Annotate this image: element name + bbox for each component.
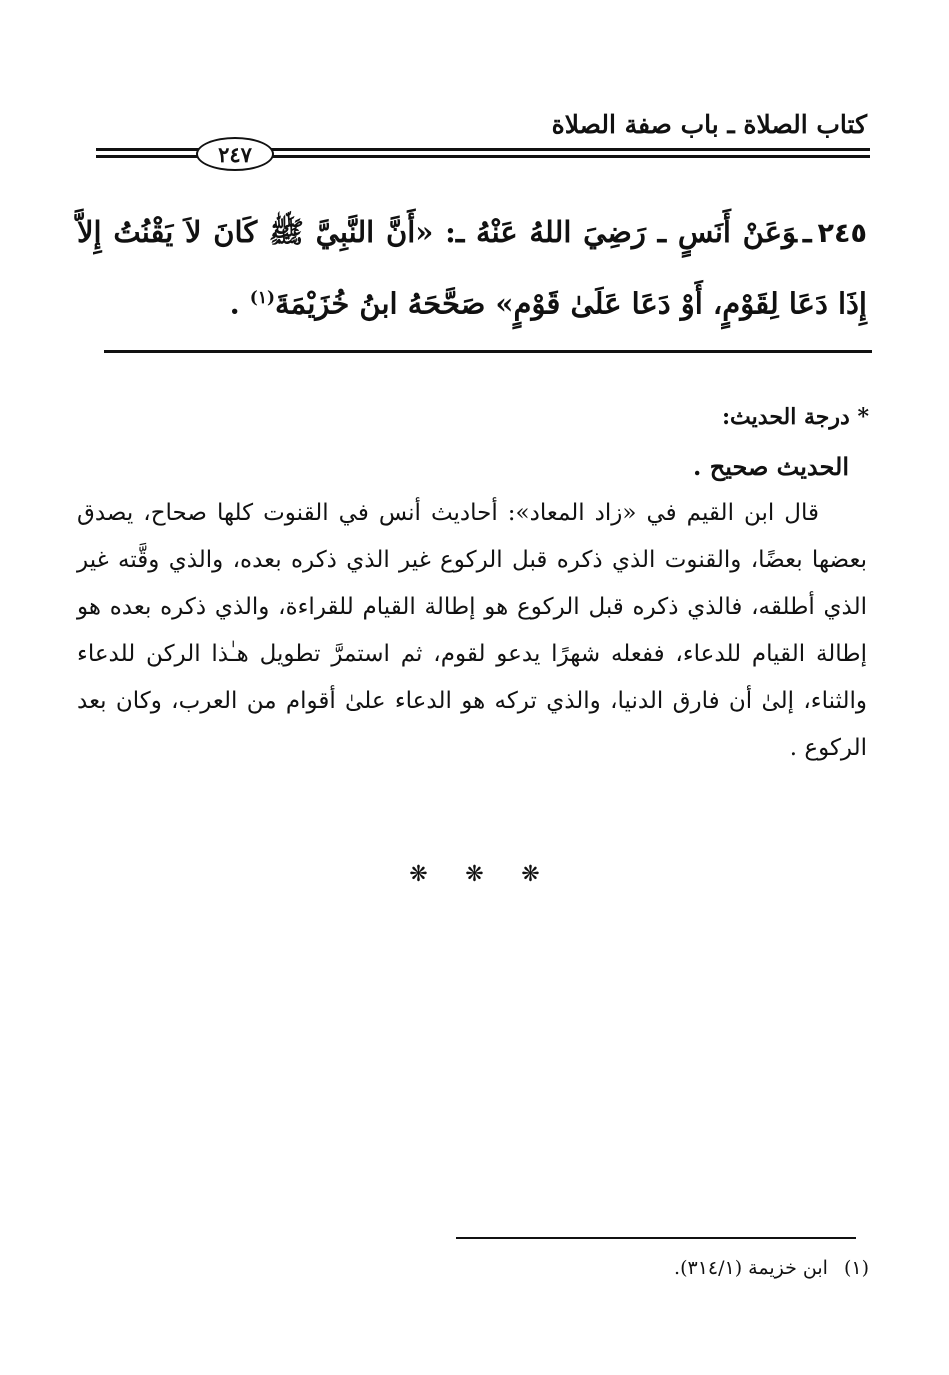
footnote-item (674, 1257, 869, 1279)
hadith-text-block (77, 200, 867, 336)
hadith-text: وَعَنْ أَنَسٍ ـ رَضِيَ اللهُ عَنْهُ ـ: «أَنَّ النَّبِيَّ ﷺ كَانَ لاَ يَقْنُتُ إِلاَّ إِذَا دَعَا لِقَوْمٍ، أَوْ دَعَا عَلَىٰ قَوْمٍ» صَحَّحَهُ ابنُ خُزَيْمَةَ (77, 215, 867, 321)
commentary-paragraph: قال ابن القيم في «زاد المعاد»: أحاديث أنس في القنوت كلها صحاح، يصدق بعضها بعضًا، والقنوت الذي ذكره قبل الركوع غير الذي ذكره بعده، والذي وقَّته غير الذي أطلقه، فالذي ذكره قبل الركوع هو إطالة القيام للقراءة، والذي ذكره بعده هو إطالة القيام للدعاء، ففعله شهرًا يدعو لقوم، ثم استمرَّ تطويل هـٰذا الركن للدعاء والثناء، إلىٰ أن فارق الدنيا، والذي تركه هو الدعاء علىٰ أقوام من العرب، وكان بعد الركوع . (77, 500, 867, 761)
hadith-number-dash: ـ (803, 215, 812, 249)
footnote-reference[interactable]: (١) (249, 288, 275, 308)
divider-star-icon: ❋ (409, 862, 428, 887)
grade-value: الحديث صحيح . (693, 452, 849, 481)
hadith-number: ٢٤٥ (817, 218, 867, 249)
hadith-end-mark: . (229, 286, 250, 321)
footnote-text: ابن خزيمة (٣١٤/١). (674, 1257, 828, 1279)
divider-star-icon: ❋ (465, 862, 484, 887)
hadith-separator-rule (104, 350, 872, 353)
commentary-block (77, 490, 867, 772)
footnote-separator-rule (456, 1237, 856, 1239)
grade-heading: * درجة الحديث: (721, 404, 869, 430)
section-divider (0, 862, 949, 887)
divider-star-icon: ❋ (521, 862, 540, 887)
page-number: ٢٤٧ (218, 141, 252, 167)
footnote-number: (١) (843, 1257, 869, 1279)
page-number-badge (196, 137, 274, 171)
running-title: كتاب الصلاة ـ باب صفة الصلاة (551, 110, 867, 139)
